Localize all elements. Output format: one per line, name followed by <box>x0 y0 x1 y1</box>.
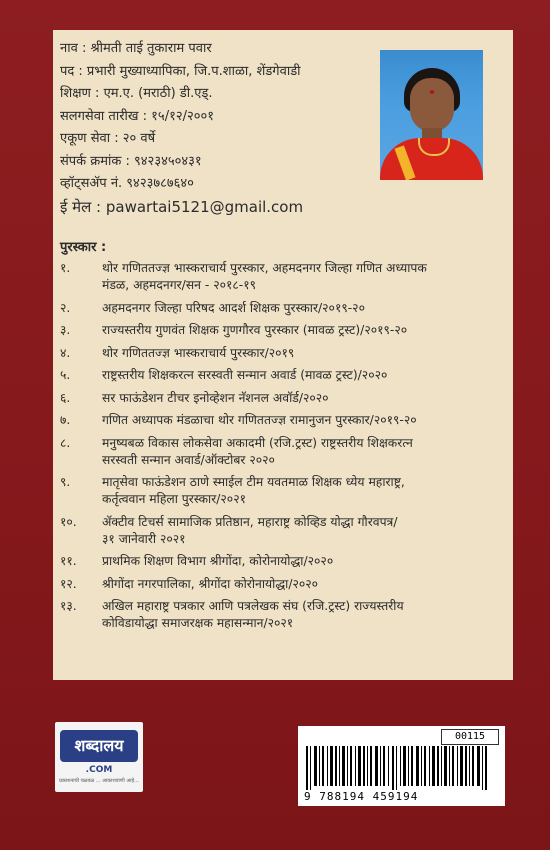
award-item: १. थोर गणिततज्ज्ञ भास्कराचार्य पुरस्कार, अहमदनगर जिल्हा गणित अध्यापक मंडळ, अहमदनगर/सन - २०१८-१९ <box>60 261 427 292</box>
whatsapp-line: व्हॉट्सॲप नं. ९४२३७८७६४० <box>60 176 194 191</box>
service-date-line: सलगसेवा तारीख : १५/१२/२००१ <box>60 108 215 124</box>
award-item: १२. श्रीगोंदा नगरपालिका, श्रीगोंदा कोरोनायोद्धा/२०२० <box>60 576 319 591</box>
barcode-bars <box>306 746 496 790</box>
price-code: 00115 <box>441 729 499 745</box>
email-line: ई मेल : pawartai5121@gmail.com <box>60 197 304 216</box>
content-panel <box>53 30 513 680</box>
profile-info <box>60 38 380 218</box>
awards-list <box>60 260 508 638</box>
award-item: १०. ॲक्टीव टिचर्स सामाजिक प्रतिष्ठान, महाराष्ट्र कोव्हिड योद्धा गौरवपत्र/ ३१ जानेवारी २०२१ <box>60 514 398 546</box>
award-item: ९. मातृसेवा फाऊंडेशन ठाणे स्माईल टीम यवतमाळ शिक्षक ध्येय महाराष्ट्र, कर्तृत्ववान महिला पुरस्कार/२०२१ <box>60 475 405 506</box>
award-item: ८. मनुष्यबळ विकास लोकसेवा अकादमी (रजि.ट्रस्ट) राष्ट्रस्तरीय शिक्षकरत्न सरस्वती सन्मान अवार्ड/ऑक्टोबर २०२० <box>60 435 413 467</box>
author-photo <box>380 50 483 180</box>
award-item: ११. प्राथमिक शिक्षण विभाग श्रीगोंदा, कोरोनायोद्धा/२०२० <box>60 554 334 568</box>
award-item: ३. राज्यस्तरीय गुणवंत शिक्षक गुणगौरव पुरस्कार (मावळ ट्रस्ट)/२०१९-२० <box>60 323 408 337</box>
education-line: शिक्षण : एम.ए. (मराठी) डी.एड्. <box>60 86 213 101</box>
name-line: नाव : श्रीमती ताई तुकाराम पवार <box>60 41 212 56</box>
publisher-logo-text: शब्दालय <box>74 736 124 755</box>
award-item: ४. थोर गणिततज्ज्ञ भास्कराचार्य पुरस्कार/२०१९ <box>60 345 295 360</box>
isbn-digits: 9 788194 459194 <box>304 790 419 803</box>
award-item: २. अहमदनगर जिल्हा परिषद आदर्श शिक्षक पुरस्कार/२०१९-२० <box>60 300 365 315</box>
publisher-logo-domain: .COM <box>85 765 113 775</box>
publisher-tagline: प्रकाशनाची चळवळ ... आकाशवाणी आहे... <box>59 778 139 784</box>
award-item: ७. गणित अध्यापक मंडळाचा थोर गणिततज्ज्ञ रामानुजन पुरस्कार/२०१९-२० <box>60 413 417 427</box>
award-item: ६. सर फाऊंडेशन टीचर इनोव्हेशन नॅशनल अवॉर्ड/२०२० <box>60 390 329 405</box>
award-item: ५. राष्ट्रस्तरीय शिक्षकरत्न सरस्वती सन्मान अवार्ड (मावळ ट्रस्ट)/२०२० <box>60 368 388 382</box>
isbn-barcode <box>298 726 505 806</box>
total-service-line: एकूण सेवा : २० वर्षे <box>60 131 156 146</box>
post-line: पद : प्रभारी मुख्याध्यापिका, जि.प.शाळा, शेंडगेवाडी <box>60 63 301 79</box>
contact-line: संपर्क क्रमांक : ९४२३४५०४३१ <box>60 153 202 169</box>
publisher-logo <box>55 722 143 792</box>
award-item: १३. अखिल महाराष्ट्र पत्रकार आणि पत्रलेखक संघ (रजि.ट्रस्ट) राज्यस्तरीय कोविडायोद्धा समाजरक्षक महासन्मान/२०२१ <box>60 599 404 630</box>
awards-heading: पुरस्कार : <box>60 240 107 255</box>
